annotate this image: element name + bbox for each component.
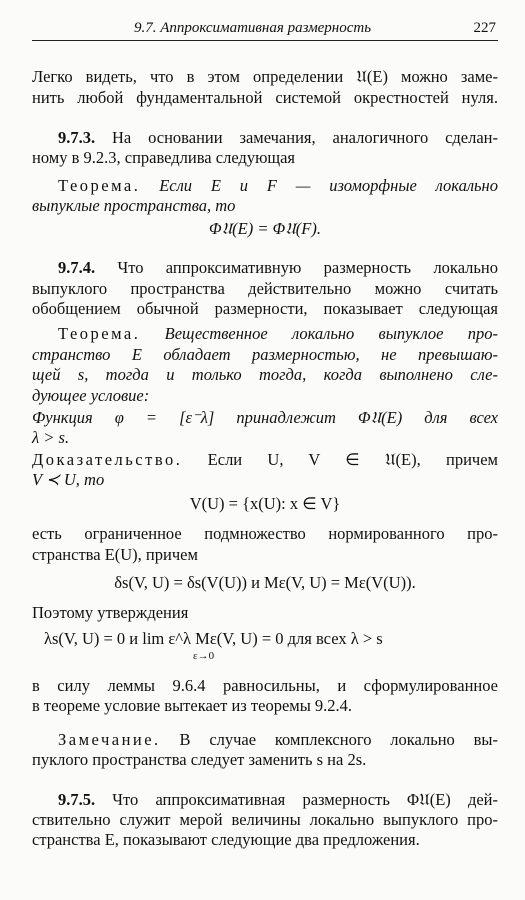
- proof-line-4: странства E(U), причем: [32, 545, 198, 564]
- proof-line-1: [32, 450, 498, 470]
- s975-line-2: ствительно служит мерой величины локально выпуклого про-: [32, 810, 498, 829]
- intro-line-2: нить любой фундаментальной системой окрестностей нуля.: [32, 88, 498, 107]
- s973-line-2: ному в 9.2.3, справедлива следующая: [32, 148, 296, 167]
- s974-condition-line-2: λ > s.: [32, 428, 70, 447]
- s974-line-2: выпуклого пространства действительно можно считать: [32, 279, 498, 298]
- proof-line-6: в силу леммы 9.6.4 равносильны, и сформулированное: [32, 676, 498, 695]
- proof-line-2: V ≺ U, то: [32, 470, 105, 489]
- s973-theorem-text-1: Если E и F — изоморфные локально: [140, 176, 498, 195]
- proof-line-5: Поэтому утверждения: [32, 603, 189, 622]
- proof-line-3: есть ограниченное подмножество нормированного про-: [32, 524, 498, 543]
- s974-condition-line-1: Функция φ = [ε⁻λ] принадлежит Φ𝔘(E) для всех: [32, 408, 498, 427]
- s974-line-1: [58, 258, 498, 278]
- s974-theorem-line-3: щей s, тогда и только тогда, когда выполнено сле-: [32, 365, 498, 384]
- s973-theorem-head: Теорема.: [58, 176, 141, 195]
- s975-line-3: странства E, показывают следующие два предложения.: [32, 830, 420, 849]
- proof-formula-3: λs(V, U) = 0 и lim ε^λ Mε(V, U) = 0 для всех λ > s: [44, 629, 383, 648]
- proof-line-7: в теореме условие вытекает из теоремы 9.2.4.: [32, 696, 353, 715]
- proof-head: Доказательство.: [32, 450, 183, 469]
- s974-theorem-line-2: странство E обладает размерностью, не превышаю-: [32, 345, 498, 364]
- proof-formula-2: δs(V, U) = δs(V(U)) и Mε(V, U) = Mε(V(U)).: [114, 573, 416, 592]
- s973-theorem-line-1: [58, 176, 498, 196]
- s973-formula: Φ𝔘(E) = Φ𝔘(F).: [209, 219, 321, 238]
- remark-line-1-text: В случае комплексного локально вы-: [160, 730, 498, 749]
- running-header: [32, 18, 498, 41]
- s974-number: 9.7.4.: [58, 258, 96, 277]
- page-number: 227: [473, 20, 496, 36]
- s975-number: 9.7.5.: [58, 790, 96, 809]
- s974-theorem-head: Теорема.: [58, 324, 141, 343]
- s973-line-1: [58, 128, 498, 148]
- s973-number: 9.7.3.: [58, 128, 96, 147]
- s975-line-1-text: Что аппроксимативная размерность Φ𝔘(E) дей-: [95, 790, 498, 809]
- s975-line-1: [58, 790, 498, 810]
- s974-theorem-text-1: Вещественное локально выпуклое про-: [140, 324, 498, 343]
- remark-head: Замечание.: [58, 730, 161, 749]
- proof-line-1-text: Если U, V ∈ 𝔘(E), причем: [182, 450, 498, 469]
- intro-line-1: Легко видеть, что в этом определении 𝔘(E) можно заме-: [32, 67, 498, 86]
- s974-theorem-line-4: дующее условие:: [32, 386, 150, 405]
- s974-line-1-text: Что аппроксимативную размерность локально: [95, 258, 498, 277]
- s974-theorem-line-1: [58, 324, 498, 344]
- remark-line-1: [58, 730, 498, 750]
- remark-line-2: пуклого пространства следует заменить s на 2s.: [32, 750, 367, 769]
- s973-line-1-text: На основании замечания, аналогичного сделан-: [95, 128, 498, 147]
- proof-formula-1: V(U) = {x(U): x ∈ V}: [189, 494, 341, 513]
- section-title: 9.7. Аппроксимативная размерность: [134, 20, 372, 36]
- s973-theorem-line-2: выпуклые пространства, то: [32, 196, 236, 215]
- proof-formula-3-limit: ε→0: [193, 650, 215, 662]
- s974-line-3: обобщением обычной размерности, показывает следующая: [32, 299, 498, 318]
